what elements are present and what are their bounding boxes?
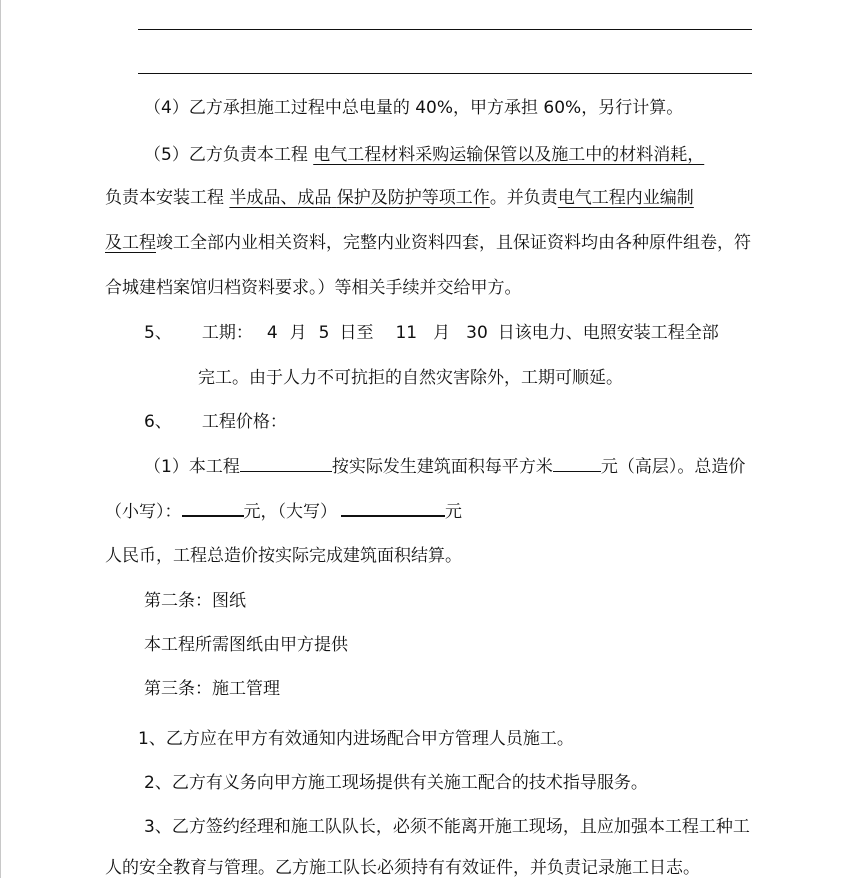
underlined-semi-finished: 半成品、成品 (229, 188, 332, 208)
start-day: 5 (318, 323, 330, 343)
underlined-internal-docs: 电气工程内业编制 (557, 188, 694, 208)
line-2-prefix: 负责本安装工程 (105, 188, 230, 208)
section-5-schedule (144, 321, 719, 345)
management-item-1: 1、乙方应在甲方有效通知内进场配合甲方管理人员施工。 (138, 729, 574, 749)
section-5-number: 5、 (144, 323, 172, 343)
blank-amount-words (341, 499, 445, 517)
month-char-1: 月 (289, 323, 307, 343)
clause-item-4: （4）乙方承担施工过程中总电量的 40%，甲方承担 60%，另行计算。 (144, 98, 684, 118)
line-2-mid: 。并负责 (489, 188, 558, 208)
blank-project-name (240, 455, 332, 472)
line-3-rest: 竣工全部内业相关资料，完整内业资料四套，且保证资料均由各种原件组卷，符 (156, 233, 751, 253)
section-5-label: 工期： (201, 323, 253, 343)
end-month: 11 (395, 323, 418, 343)
fill-in-line-2 (138, 73, 752, 74)
section-5-line-2: 完工。由于人力不可抗拒的自然灾害除外，工期可顺延。 (198, 368, 623, 388)
underlined-protection: 保护及防护等项工作 (336, 188, 490, 208)
article-3-heading: 第三条：施工管理 (144, 679, 280, 699)
day-char-1: 日至 (339, 323, 374, 343)
start-month: 4 (266, 323, 278, 343)
rmb-line: 人民币，工程总造价按实际完成建筑面积结算。 (105, 546, 462, 566)
end-day: 30 (466, 323, 488, 343)
management-item-3: 3、乙方签约经理和施工队队长，必须不能离开施工现场，且应加强本工程工种工 (144, 817, 750, 837)
month-char-2: 月 (433, 323, 451, 343)
yuan-suffix: 元 (445, 502, 462, 522)
price-clause-c: 元（高层）。总造价 (600, 457, 746, 477)
price-clause (144, 455, 745, 479)
section-6-price (144, 410, 287, 434)
article-2-heading: 第二条：图纸 (144, 591, 246, 611)
clause-item-5-line-3 (105, 231, 751, 255)
blank-unit-price (553, 455, 601, 472)
small-amount-label: （小写）： (105, 502, 182, 522)
clause-item-5-line-4: 合城建档案馆归档资料要求。）等相关手续并交给甲方。 (105, 278, 522, 298)
clause-item-5-underlined: 电气工程材料采购运输保管以及施工中的材料消耗， (313, 145, 705, 165)
section-6-number: 6、 (144, 412, 172, 432)
capital-amount-label: 元，（大写） (243, 502, 337, 522)
clause-item-5 (144, 143, 704, 167)
management-item-3-line-2: 人的安全教育与管理。乙方施工队长必须持有有效证件，并负责记录施工日志。 (105, 858, 700, 878)
clause-item-5-prefix: （5）乙方负责本工程 (144, 145, 314, 165)
article-2-body: 本工程所需图纸由甲方提供 (144, 635, 348, 655)
management-item-2: 2、乙方有义务向甲方施工现场提供有关施工配合的技术指导服务。 (144, 773, 648, 793)
underlined-project: 及工程 (105, 233, 156, 253)
section-5-rest: 日该电力、电照安装工程全部 (497, 323, 719, 343)
clause-item-5-line-2 (105, 186, 694, 210)
fill-in-line-1 (138, 29, 752, 30)
total-amount-line (105, 499, 462, 524)
price-clause-a: （1）本工程 (144, 457, 240, 477)
price-clause-b: 按实际发生建筑面积每平方米 (331, 457, 553, 477)
section-6-label: 工程价格： (201, 412, 287, 432)
blank-amount-figures (182, 499, 244, 517)
